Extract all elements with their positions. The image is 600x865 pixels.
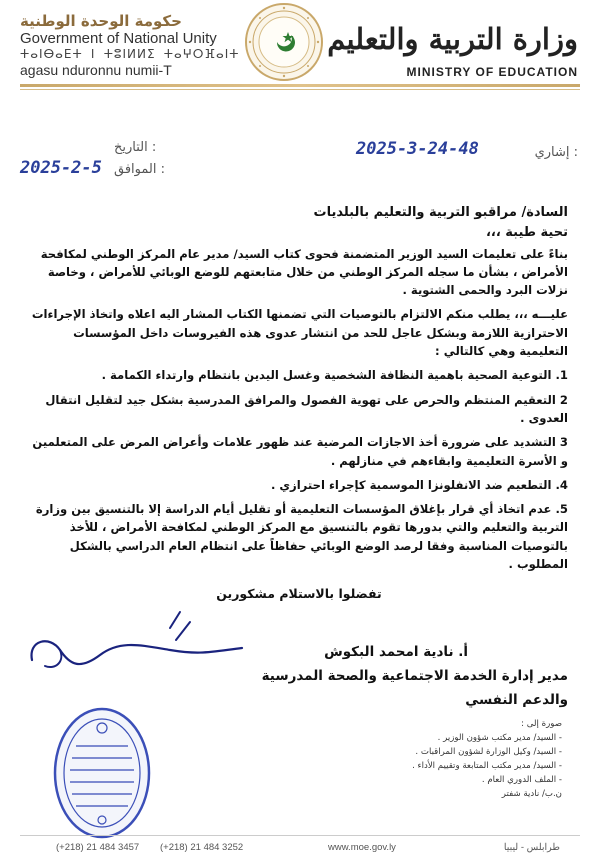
header-divider — [20, 84, 580, 87]
list-item: 4. التطعيم ضد الانفلونزا الموسمية كإجراء احترازي . — [270, 477, 568, 492]
closing-line: تفضلوا بالاستلام مشكورين — [216, 586, 382, 602]
government-name-english: Government of National Unity — [20, 30, 217, 47]
corresponding-date-label: الموافق : — [114, 162, 165, 177]
signatory-title-continued: والدعم النفسي — [465, 692, 568, 708]
government-name-arabic: حكومة الوحدة الوطنية — [20, 12, 182, 30]
paragraph-2: عليـــه ،،، يطلب منكم الالتزام بالتوصيات التي تضمنها الكتاب المشار اليه اعلاه واتخاذ الإجراءات الاحترازية اللازمة وبشكل عاجل للحد من انتشار عدوى هذه الفيروسات داخل المؤسسات التعليمية وهي كالتالي : — [31, 307, 568, 359]
government-name-amazigh: agasu nduronnu numii-T — [20, 62, 172, 78]
reference-label: إشاري : — [534, 145, 578, 160]
government-name-tifinagh: ⵜⴰⵏⴱⴰⴹⵜ ⵏ ⵜⵓⵏⵍⵍⵉ ⵜⴰⵖⵔⴼⴰⵏⵜ — [20, 47, 240, 61]
list-item: 2 التعقيم المنتظم والحرص على تهوية الفصول والمرافق المدرسية بشكل جيد لتقليل انتقال العدوى . — [45, 392, 568, 425]
cc-line: ن.ب/ نادية شفتر — [501, 789, 562, 799]
signatory-title: مدير إدارة الخدمة الاجتماعية والصحة المدرسية — [261, 668, 568, 684]
list-item: 3 التشديد على ضرورة أخذ الاجازات المرضية عند ظهور علامات وأعراض المرض على المتعلمين و الأسرة التعليمية وابقاءهم في منازلهم . — [32, 435, 568, 468]
letter-footer — [20, 835, 580, 858]
official-stamp-icon — [52, 706, 152, 840]
header-divider-thin — [20, 89, 580, 90]
cc-line: - السيد/ مدير مكتب المتابعة وتقييم الأداء . — [412, 761, 562, 771]
location-text: طرابلس - ليبيا — [503, 842, 560, 853]
state-emblem-icon — [244, 2, 324, 82]
list-item: 1. التوعية الصحية باهمية النظافة الشخصية وغسل اليدين بانتظام وارتداء الكمامة . — [101, 368, 568, 383]
phone-number-1: (+218) 21 484 3457 — [56, 842, 140, 853]
ministry-name-arabic: وزارة التربية والتعليم — [327, 22, 578, 56]
cc-line: - السيد/ وكيل الوزارة لشؤون المراقبات . — [415, 747, 562, 757]
phone-number-2: (+218) 21 484 3252 — [160, 842, 244, 853]
date-label: التاريخ : — [114, 140, 157, 155]
ministry-name-english: MINISTRY OF EDUCATION — [406, 65, 578, 79]
letter-body — [30, 204, 568, 604]
cc-line: - الملف الدوري العام . — [481, 775, 562, 785]
reference-number: 2025-3-24-48 — [356, 139, 479, 159]
cc-header: صورة إلى : — [521, 719, 562, 729]
signatory-block — [128, 640, 568, 712]
cc-line: - السيد/ مدير مكتب شؤون الوزير . — [437, 733, 562, 743]
recipient-line: السادة/ مراقبو التربية والتعليم بالبلديات — [313, 205, 568, 220]
greeting-line: تحية طيبة ،،، — [485, 225, 568, 241]
list-item: 5. عدم اتخاذ أي قرار بإغلاق المؤسسات التعليمية أو تقليل أيام الدراسة إلا بالتنسيق بين وزارة التربية والتعليم والتي بدورها تقوم بالتنسيق مع المركز الوطني لمكافحة الأمراض ، للأخذ بالتوصيات المناسبة وفقا لرصد الوضع الوبائي حفاظاً على انتظام العام الدراسي بالشكل المطلوب . — [35, 502, 568, 572]
website-link[interactable]: www.moe.gov.ly — [328, 842, 396, 853]
paragraph-1: بناءً على تعليمات السيد الوزير المتضمنة فحوى كتاب السيد/ مدير عام المركز الوطني لمكافحة الأمراض ، بشأن ما سجله المركز الوطني من خلال متابعتهم للوضع الوبائي للأمراض ، وخاصة نزلات البرد والحمى الشتوية . — [40, 246, 568, 298]
date-value: 2025-2-5 — [20, 158, 102, 178]
copy-to-list — [362, 717, 562, 801]
signatory-name: أ. نادية امحمد البكوش — [324, 644, 468, 660]
